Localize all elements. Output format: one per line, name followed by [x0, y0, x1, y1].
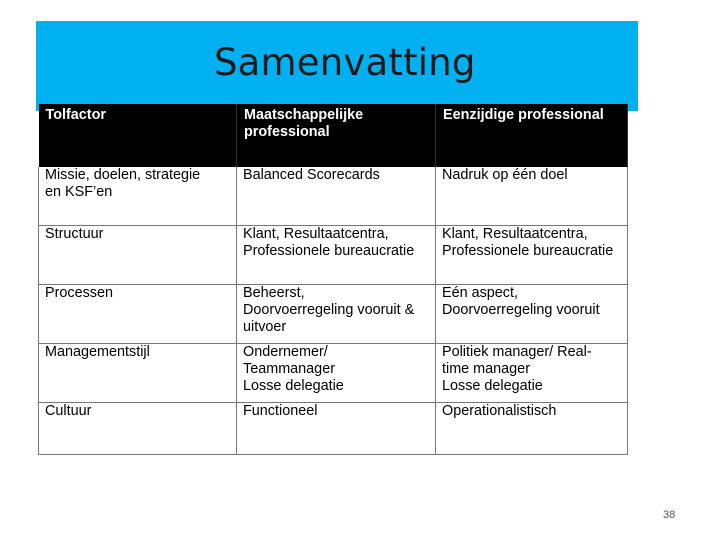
- cell-tolfactor: Managementstijl: [39, 344, 237, 403]
- cell-maatschappelijke: Ondernemer/ Teammanager Losse delegatie: [237, 344, 436, 403]
- cell-maatschappelijke: Beheerst, Doorvoerregeling vooruit & uitvoer: [237, 285, 436, 344]
- cell-tolfactor: Processen: [39, 285, 237, 344]
- page-number: 38: [663, 509, 676, 521]
- cell-tolfactor: Cultuur: [39, 403, 237, 455]
- cell-maatschappelijke: Functioneel: [237, 403, 436, 455]
- cell-tolfactor: Structuur: [39, 226, 237, 285]
- slide-title: Samenvatting: [214, 41, 476, 84]
- cell-eenzijdige: Klant, Resultaatcentra, Professionele bureaucratie: [436, 226, 628, 285]
- cell-eenzijdige: Politiek manager/ Real- time manager Losse delegatie: [436, 344, 628, 403]
- header-eenzijdige-professional: Eenzijdige professional: [436, 104, 628, 167]
- cell-eenzijdige: Nadruk op één doel: [436, 167, 628, 226]
- cell-eenzijdige: Operationalistisch: [436, 403, 628, 455]
- table-row: [39, 285, 628, 344]
- table-row: [39, 403, 628, 455]
- table-row: [39, 344, 628, 403]
- cell-maatschappelijke: Balanced Scorecards: [237, 167, 436, 226]
- cell-tolfactor: Missie, doelen, strategie en KSF’en: [39, 167, 237, 226]
- table-row: [39, 226, 628, 285]
- summary-table: [38, 104, 628, 455]
- header-tolfactor: Tolfactor: [39, 104, 237, 167]
- cell-eenzijdige: Eén aspect, Doorvoerregeling vooruit: [436, 285, 628, 344]
- cell-maatschappelijke: Klant, Resultaatcentra, Professionele bureaucratie: [237, 226, 436, 285]
- table-header-row: [39, 104, 628, 167]
- header-maatschappelijke-professional: Maatschappelijke professional: [237, 104, 436, 167]
- table-row: [39, 167, 628, 226]
